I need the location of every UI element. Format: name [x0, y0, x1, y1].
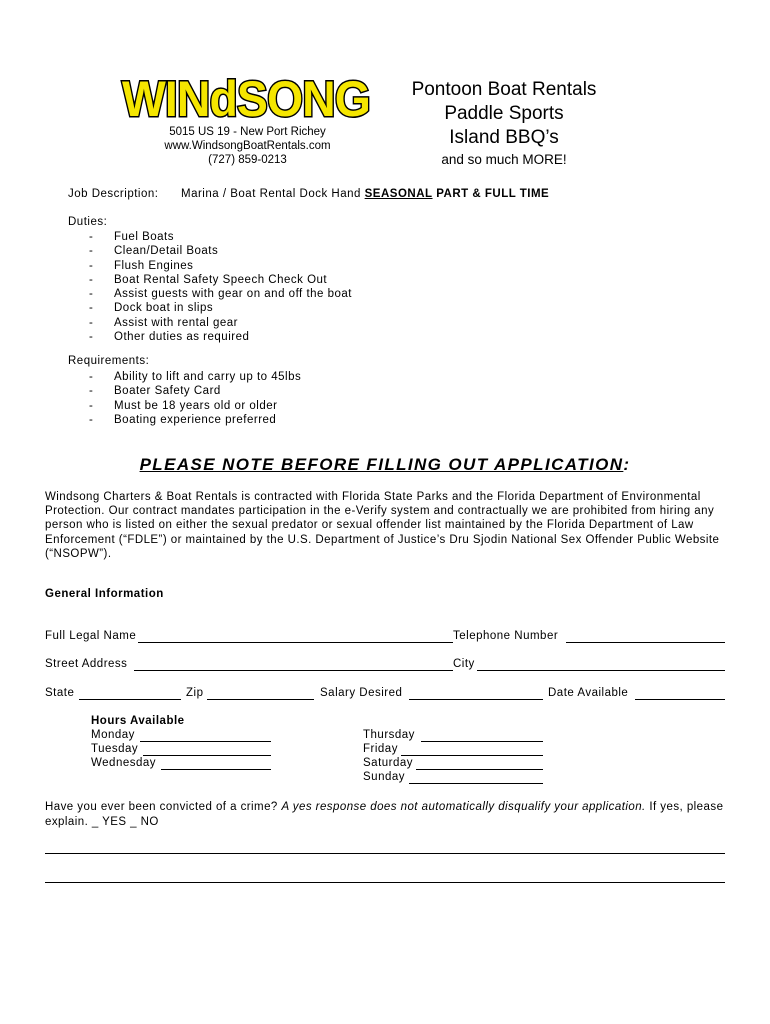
- salary-field[interactable]: [409, 699, 543, 700]
- tagline-pontoon: Pontoon Boat Rentals: [411, 79, 597, 100]
- thursday-field[interactable]: [421, 741, 543, 742]
- job-title-suffix: PART & FULL TIME: [436, 188, 550, 200]
- hours-heading: Hours Available: [91, 715, 185, 727]
- zip-label: Zip: [186, 687, 204, 699]
- sunday-field[interactable]: [409, 783, 543, 784]
- requirements-heading: Requirements:: [68, 355, 150, 367]
- full-legal-name-label: Full Legal Name: [45, 630, 137, 642]
- duties-heading: Duties:: [68, 216, 108, 228]
- conviction-tail: If yes, please explain. _ YES _ NO: [45, 801, 724, 828]
- phone-text: (727) 859-0213: [208, 154, 287, 166]
- notice-heading-colon: :: [623, 455, 631, 474]
- sunday-label: Sunday: [363, 771, 406, 783]
- list-item: - Boating experience preferred: [89, 413, 277, 426]
- requirements-list: [89, 370, 301, 427]
- conviction-note: A yes response does not automatically disqualify your application.: [281, 801, 646, 813]
- list-item: - Assist guests with gear on and off the boat: [89, 288, 353, 301]
- list-item: - Boater Safety Card: [89, 385, 221, 398]
- contact-block: [140, 125, 355, 167]
- job-title-prefix: Marina / Boat Rental Dock Hand: [181, 188, 361, 200]
- tagline-bbq: Island BBQ’s: [449, 127, 559, 148]
- wednesday-label: Wednesday: [91, 757, 157, 769]
- website-text: www.WindsongBoatRentals.com: [164, 140, 331, 152]
- list-item: - Assist with rental gear: [89, 316, 238, 329]
- tuesday-label: Tuesday: [91, 743, 139, 755]
- date-available-field[interactable]: [635, 699, 725, 700]
- list-item: - Other duties as required: [89, 331, 250, 344]
- wednesday-field[interactable]: [161, 769, 271, 770]
- date-available-label: Date Available: [548, 687, 629, 699]
- conviction-question-text: Have you ever been convicted of a crime?: [45, 801, 278, 813]
- notice-heading-text: PLEASE NOTE BEFORE FILLING OUT APPLICATION: [139, 455, 624, 474]
- list-item: - Boat Rental Safety Speech Check Out: [89, 273, 328, 286]
- list-item: - Dock boat in slips: [89, 302, 214, 315]
- salary-label: Salary Desired: [320, 687, 403, 699]
- city-label: City: [453, 658, 475, 670]
- explanation-line-1[interactable]: [45, 853, 725, 854]
- state-label: State: [45, 687, 75, 699]
- notice-heading: [0, 455, 770, 475]
- list-item: - Flush Engines: [89, 259, 194, 272]
- address-text: 5015 US 19 - New Port Richey: [169, 126, 326, 138]
- list-item: - Clean/Detail Boats: [89, 245, 219, 258]
- tuesday-field[interactable]: [143, 755, 271, 756]
- zip-field[interactable]: [207, 699, 314, 700]
- saturday-label: Saturday: [363, 757, 414, 769]
- job-description-label: Job Description:: [68, 188, 159, 200]
- duties-list: [89, 230, 352, 344]
- list-item: - Fuel Boats: [89, 231, 174, 243]
- taglines: [386, 78, 622, 170]
- telephone-label: Telephone Number: [453, 630, 559, 642]
- full-legal-name-field[interactable]: [138, 642, 453, 643]
- tagline-more: and so much MORE!: [441, 152, 567, 167]
- conviction-question: [45, 800, 735, 830]
- windsong-logo: [118, 62, 373, 134]
- list-item: - Must be 18 years old or older: [89, 399, 278, 412]
- general-info-heading: General Information: [45, 588, 164, 600]
- logo-text: WINdSONG: [122, 71, 370, 127]
- street-address-field[interactable]: [134, 670, 453, 671]
- monday-field[interactable]: [140, 741, 271, 742]
- state-field[interactable]: [79, 699, 181, 700]
- tagline-paddle: Paddle Sports: [444, 103, 564, 124]
- monday-label: Monday: [91, 729, 135, 741]
- friday-label: Friday: [363, 743, 398, 755]
- job-seasonal: SEASONAL: [364, 188, 433, 200]
- list-item: - Ability to lift and carry up to 45lbs: [89, 371, 302, 383]
- telephone-field[interactable]: [566, 642, 725, 643]
- friday-field[interactable]: [401, 755, 543, 756]
- notice-body: Windsong Charters & Boat Rentals is contracted with Florida State Parks and the Florida Department of Environmental Protection. Our contract mandates participation in the e-Verify system and contractually we are prohibited from hiring any person who is listed on either the sexual predator or sexual offender list maintained by the Florida Department of Law Enforcement (“FDLE”) or maintained by the U.S. Department of Justice’s Dru Sjodin National Sex Offender Public Website (“NSOPW”).: [45, 491, 720, 560]
- job-title: [181, 188, 549, 200]
- thursday-label: Thursday: [363, 729, 415, 741]
- city-field[interactable]: [477, 670, 725, 671]
- explanation-line-2[interactable]: [45, 882, 725, 883]
- saturday-field[interactable]: [416, 769, 543, 770]
- street-address-label: Street Address: [45, 658, 128, 670]
